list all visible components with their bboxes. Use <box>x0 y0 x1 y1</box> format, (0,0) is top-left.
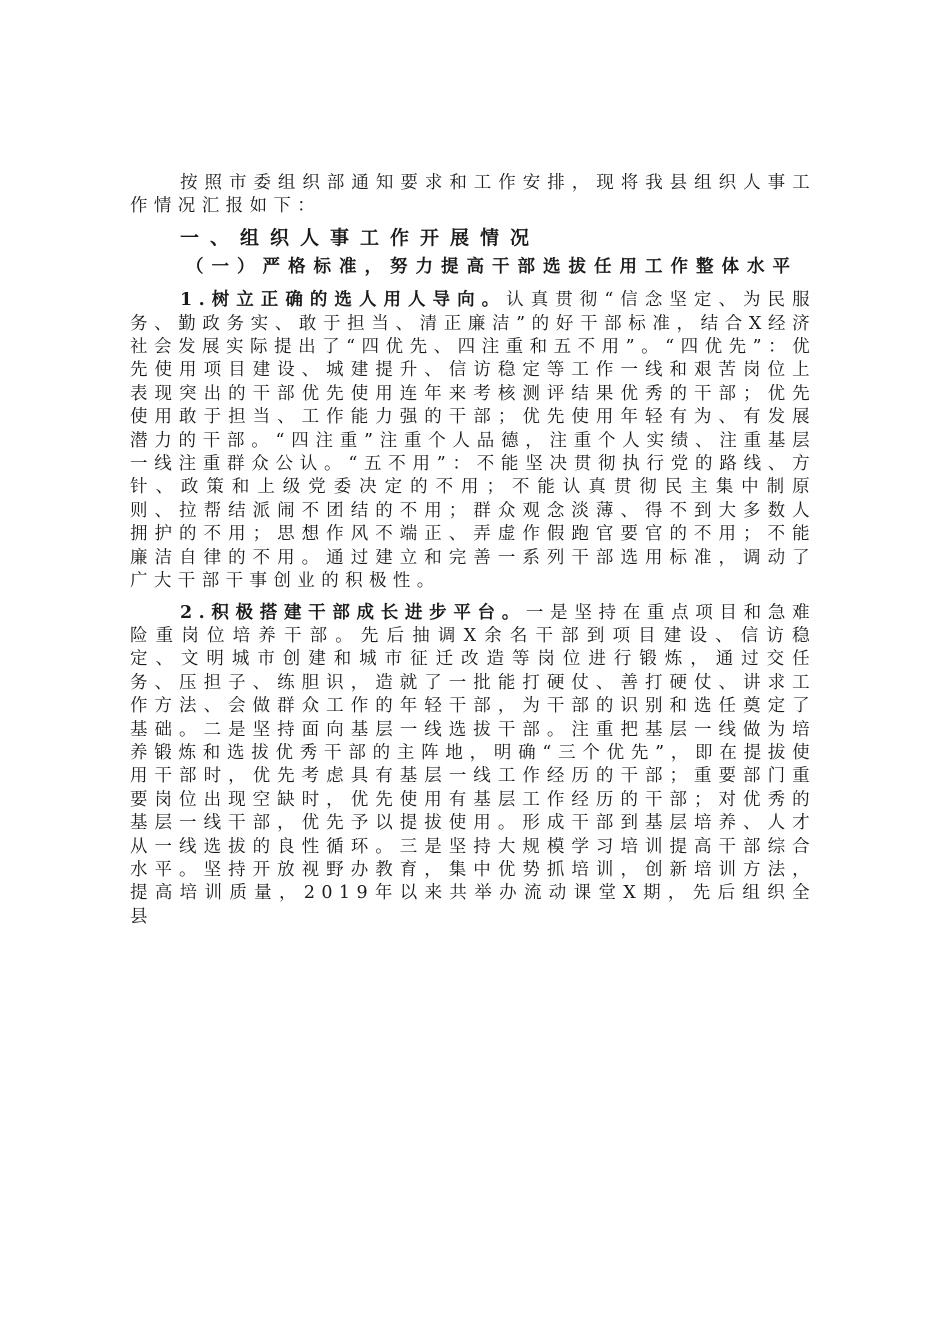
subsection-heading: （一）严格标准，努力提高干部选拔任用工作整体水平 <box>186 256 798 277</box>
item-2-paragraph <box>130 602 816 930</box>
intro-paragraph: 按照市委组织部通知要求和工作安排，现将我县组织人事工作情况汇报如下： <box>130 173 816 217</box>
item-1-lead: 1.树立正确的选人用人导向。 <box>180 290 507 311</box>
document-page <box>130 172 816 929</box>
item-2-body: 一是坚持在重点项目和急难险重岗位培养干部。先后抽调X余名干部到项目建设、信访稳定、文明城市创建和城市征迁改造等岗位进行锻炼，通过交任务、压担子、练胆识，造就了一批能打硬仗、善打硬仗、讲求工作方法、会做群众工作的年轻干部，为干部的识别和选任奠定了基础。二是坚持面向基层一线选拔干部。注重把基层一线做为培养锻炼和选拔优秀干部的主阵地，明确“三个优先”，即在提拔使用干部时，优先考虑具有基层一线工作经历的干部；重要部门重要岗位出现空缺时，优先使用有基层工作经历的干部；对优秀的基层一线干部，优先予以提拔使用。形成干部到基层培养、人才从一线选拔的良性循环。三是坚持大规模学习培训提高干部综合水平。坚持开放视野办教育，集中优势抓培训，创新培训方法，提高培训质量，2019年以来共举办流动课堂X期，先后组织全县 <box>130 602 816 927</box>
item-1-body: 认真贯彻“信念坚定、为民服务、勤政务实、敢于担当、清正廉洁”的好干部标准，结合X经济社会发展实际提出了“四优先、四注重和五不用”。“四优先”：优先使用项目建设、城建提升、信访稳定等工作一线和艰苦岗位上表现突出的干部优先使用连年来考核测评结果优秀的干部；优先使用敢于担当、工作能力强的干部；优先使用年轻有为、有发展潜力的干部。“四注重”注重个人品德，注重个人实绩、注重基层一线注重群众公认。“五不用”：不能坚决贯彻执行党的路线、方针、政策和上级党委决定的不用；不能认真贯彻民主集中制原则、拉帮结派闹不团结的不用；群众观念淡薄、得不到大多数人拥护的不用；思想作风不端正、弄虚作假跑官要官的不用；不能廉洁自律的不用。通过建立和完善一系列干部选用标准，调动了广大干部干事创业的积极性。 <box>130 290 816 592</box>
section-heading: 一、组织人事工作开展情况 <box>180 226 541 249</box>
item-1-paragraph <box>130 289 816 593</box>
item-2-lead: 2.积极搭建干部成长进步平台。 <box>180 602 526 623</box>
